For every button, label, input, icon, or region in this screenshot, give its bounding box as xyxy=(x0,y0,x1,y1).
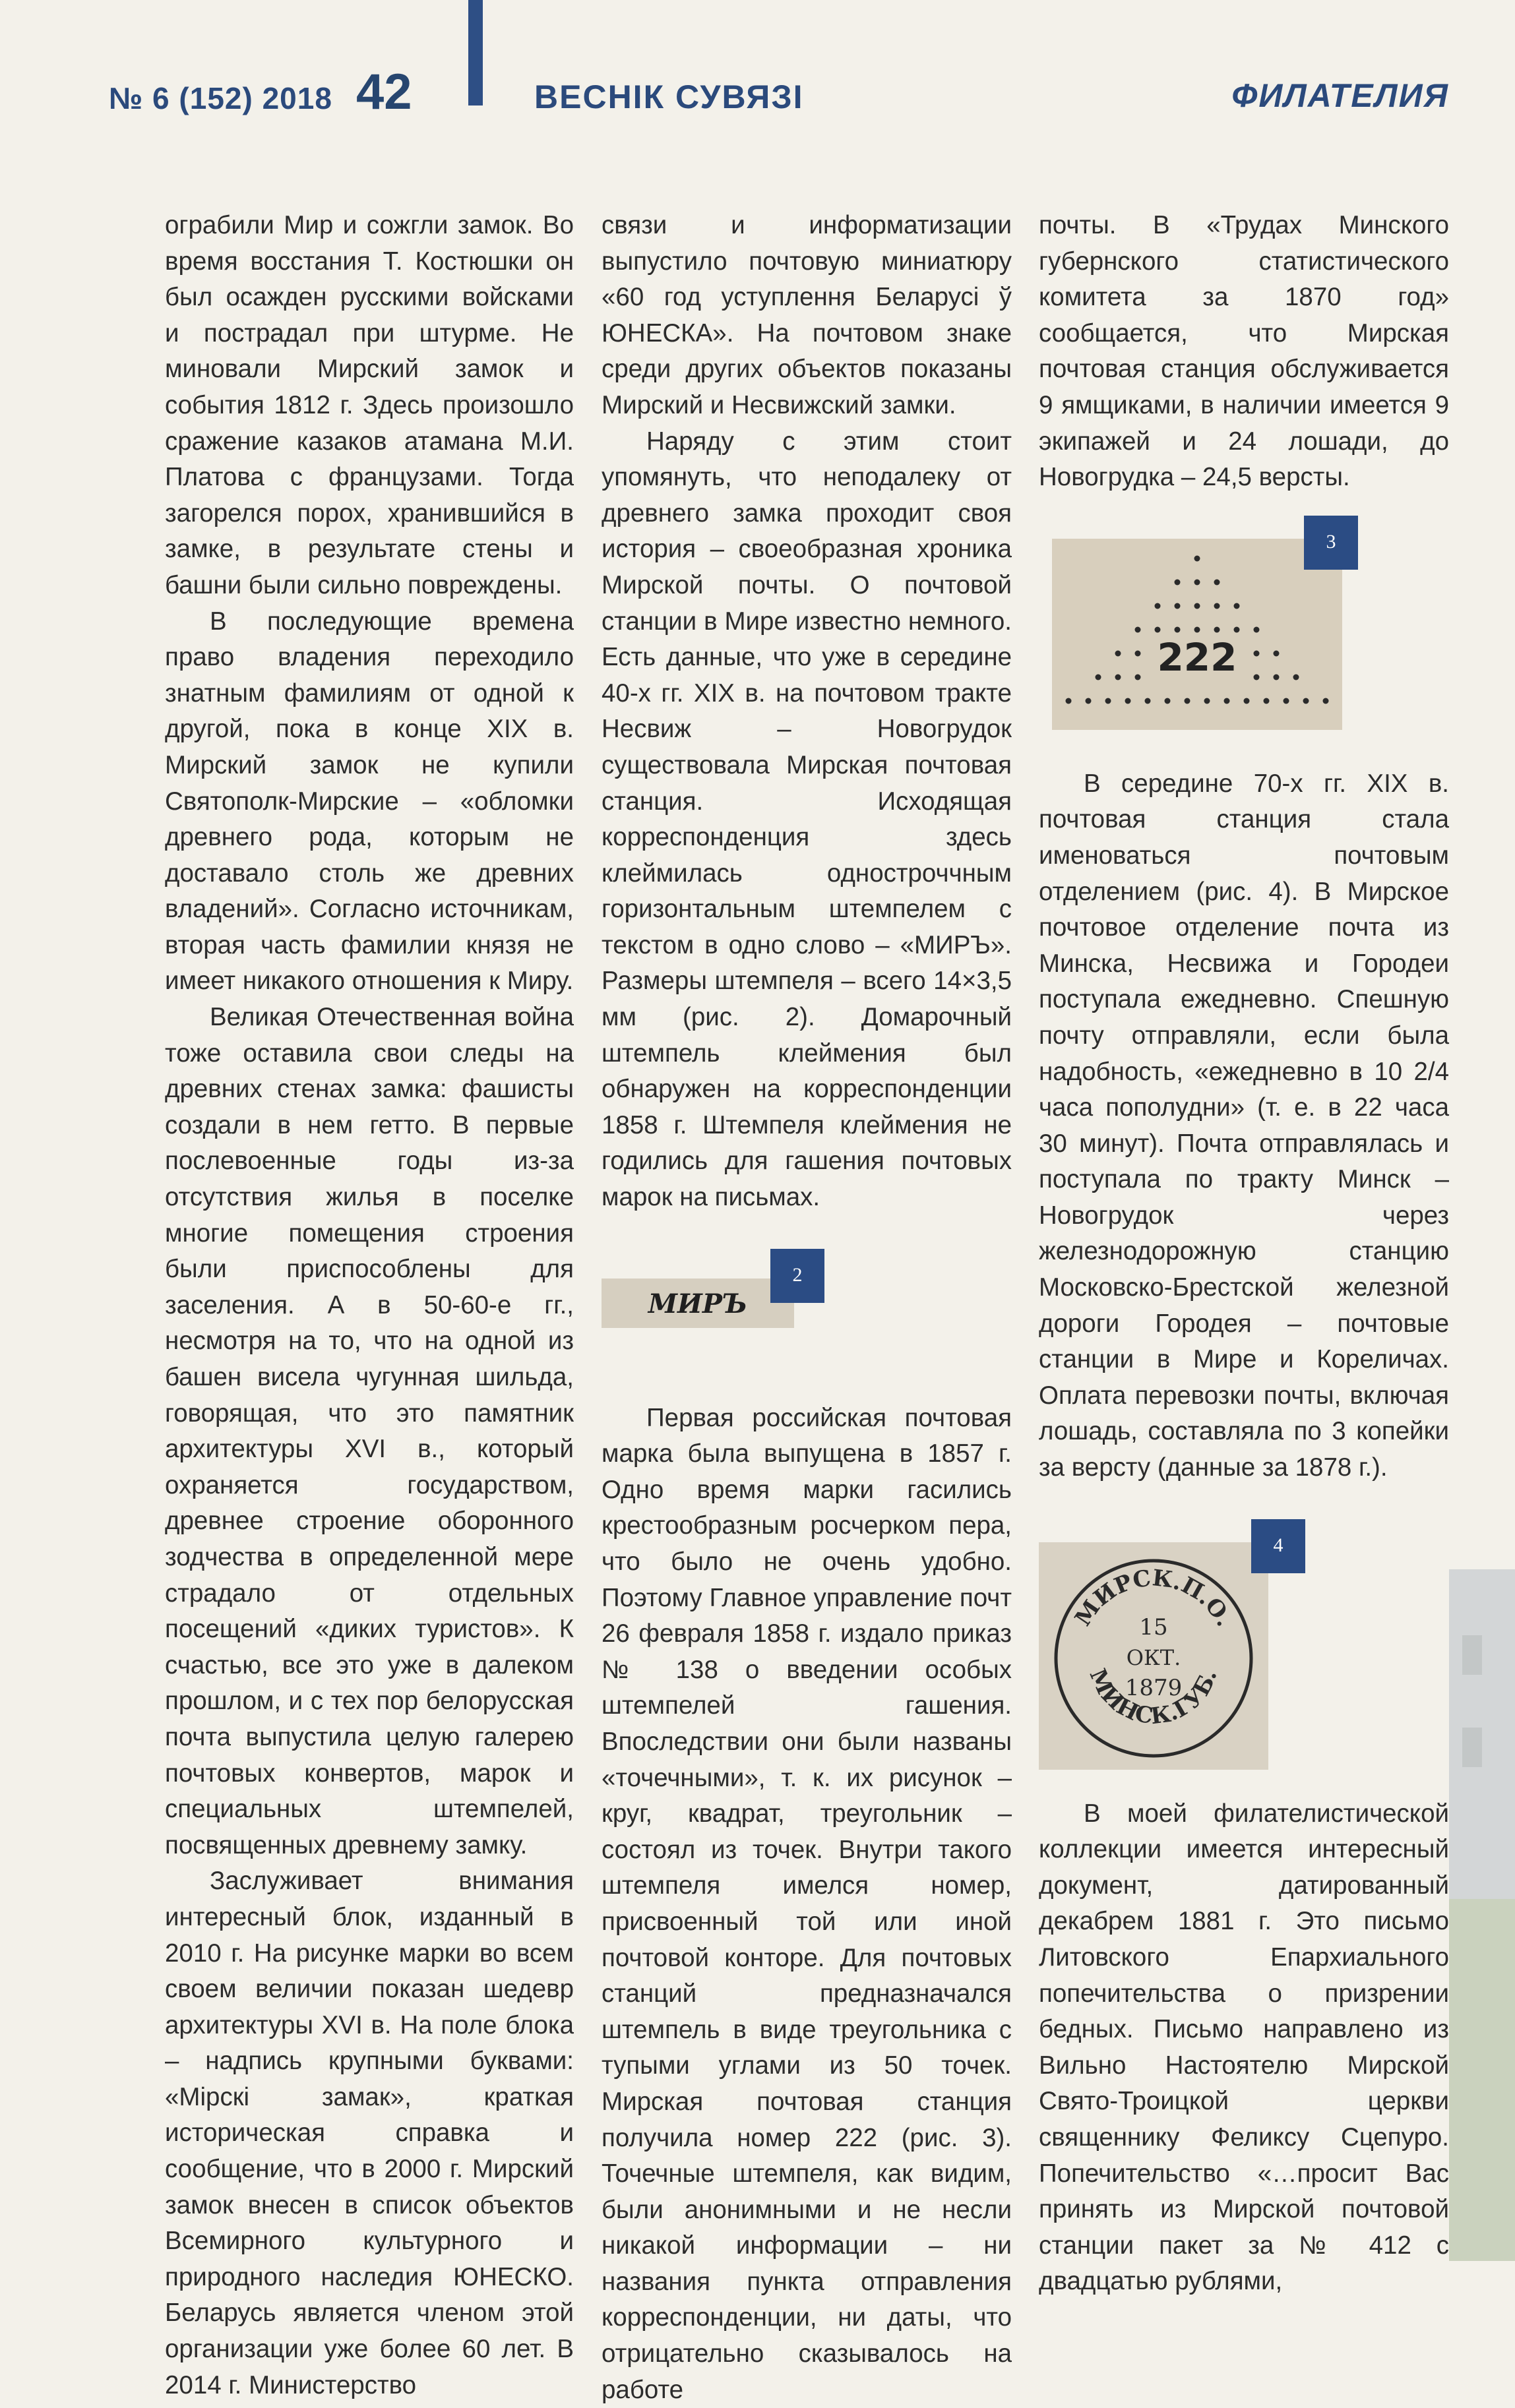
postmark-year: 1879 xyxy=(1125,1674,1183,1701)
stamp-dot xyxy=(1303,698,1309,704)
section-title: ФИЛАТЕЛИЯ xyxy=(1231,77,1449,114)
stamp-dot xyxy=(1194,579,1200,585)
paragraph: связи и информатизации выпустило почтовую миниатюру «60 год уступлення Беларусі ў ЮНЕСКА». На почтовом знаке среди других объектов показаны Мирский и Несвижский замки. xyxy=(602,211,1012,419)
stamp-dot xyxy=(1323,698,1329,704)
paragraph: почты. В «Трудах Минского губернского статистического комитета за 1870 год» сообщается, что Мирская почтовая станция обслуживается 9 ямщиками, в наличии имеется 9 экипажей и 24 лошади, до Новогрудка – 24,5 версты. xyxy=(1039,211,1449,492)
stamp-dot xyxy=(1293,674,1299,680)
column-1 xyxy=(165,208,574,2403)
stamp-mir-image xyxy=(602,1279,794,1328)
postmark-svg xyxy=(1039,1542,1268,1770)
page-number: 42 xyxy=(356,64,412,120)
stamp-dot xyxy=(1096,674,1101,680)
stamp-dot xyxy=(1234,603,1240,609)
stamp-dot xyxy=(1254,674,1260,680)
stamp-dot xyxy=(1115,650,1121,656)
postmark-image xyxy=(1039,1542,1268,1770)
stamp-mir-text: МИРЪ xyxy=(648,1288,748,1319)
stamp-dot xyxy=(1165,698,1171,704)
stamp-number: 222 xyxy=(1157,634,1237,680)
stamp-dot xyxy=(1224,698,1230,704)
stamp-dot xyxy=(1086,698,1092,704)
stamp-dot xyxy=(1185,698,1190,704)
stamp-dot xyxy=(1274,650,1280,656)
stamp-dot xyxy=(1135,650,1141,656)
postmark-top-text: МИРСК.П.О. xyxy=(1070,1564,1238,1631)
figure-2 xyxy=(602,1249,1012,1400)
stamp-dot xyxy=(1274,674,1280,680)
stamp-dot xyxy=(1066,698,1072,704)
paragraph: ограбили Мир и сожгли замок. Во время восстания Т. Костюшки он был осажден русскими войсками и пострадал при штурме. Не миновали Мирский замок и события 1812 г. Здесь произошло сражение казаков атамана М.И. Платова с французами. Тогда загорелся порох, хранившийся в замке, в результате стены и башни были сильно повреждены. xyxy=(165,211,574,599)
column-3 xyxy=(1039,208,1449,2300)
stamp-dot xyxy=(1254,650,1260,656)
column-2 xyxy=(602,208,1012,2408)
paragraph: Великая Отечественная война тоже оставила свои следы на древних стенах замка: фашисты создали в нем гетто. В первые послевоенные годы из-за отсутствия жилья в поселке многие помещения строения были приспособлены для заселения. А в 50-60-е гг., несмотря на то, что на одной из башен висела чугунная шильда, говорящая, что это памятник архитектуры XVI в., который охраняется государством, древнее строение оборонного зодчества в определенной мере страдало от отдельных посещений «диких туристов». К счастью, все это уже в далеком прошлом, и с тех пор белорусская почта выпустила целую галерею почтовых конвертов, марок и специальных штемпелей, посвященных древнему замку. xyxy=(165,1003,574,1859)
stamp-dot xyxy=(1254,626,1260,632)
figure-number-badge: 3 xyxy=(1304,516,1358,570)
magazine-title: ВЕСНІК СУВЯЗІ xyxy=(534,78,804,115)
postmark-day: 15 xyxy=(1139,1613,1168,1640)
stamp-dot xyxy=(1155,626,1161,632)
stamp-dot xyxy=(1234,626,1240,632)
paragraph: Наряду с этим стоит упомянуть, что неподалеку от древнего замка проходит своя история – своеобразная хроника Мирской почты. О почтовой станции в Мире известно немного. Есть данные, что уже в середине 40-х гг. XIX в. на почтовом тракте Несвиж – Новогрудок существовала Мирская почтовая станция. Исходящая корреспонденция здесь клеймилась одностроччным горизонтальным штемпелем с текстом в одно слово – «МИРЪ». Размеры штемпеля – всего 14×3,5 мм (рис. 2). Домарочный штемпель клеймения был обнаружен на корреспонденции 1858 г. Штемпеля клеймения не годились для гашения почтовых марок на письмах. xyxy=(602,427,1012,1212)
stamp-222-image xyxy=(1052,539,1342,730)
stamp-dot xyxy=(1194,603,1200,609)
stamp-dot xyxy=(1214,626,1220,632)
figure-number-badge: 2 xyxy=(770,1249,824,1303)
postmark-bottom-text: МИНСК.ГУБ. xyxy=(1084,1664,1223,1730)
paragraph: Первая российская почтовая марка была выпущена в 1857 г. Одно время марки гасились крестообразным росчерком пера, что было не очень удобно. Поэтому Главное управление почт 26 февраля 1858 г. издало приказ № 138 о введении особых штемпелей гашения. Впоследствии они были названы «точечными», т. к. их рисунок – круг, квадрат, треугольник – состоял из точек. Внутри такого штемпеля имелся номер, присвоенный той или иной почтовой конторе. Для почтовых станций предназначался штемпель в виде треугольника с тупыми углами из 50 точек. Мирская почтовая станция получила номер 222 (рис. 3). Точечные штемпеля, как видим, были анонимными и не несли никакой информации – ни названия пункта отправления корреспонденции, ни даты, что отрицательно сказывалось на работе xyxy=(602,1403,1012,2404)
stamp-dot xyxy=(1244,698,1250,704)
paragraph: В последующие времена право владения переходило знатным фамилиям от одной к другой, пока в конце XIX в. Мирский замок не купили Святополк-Мирские – «обломки древнего рода, которым не доставало столь же древних владений». Согласно источникам, вторая часть фамилии князя не имеет никакого отношения к Миру. xyxy=(165,607,574,996)
stamp-dot xyxy=(1283,698,1289,704)
paragraph: В середине 70-х гг. XIX в. почтовая станция стала именоваться почтовым отделением (рис. 4). В Мирское почтовое отделение почта из Минска, Несвижа и Городеи поступала ежедневно. Спешную почту отправляли, если была надобность, «ежедневно в 10 2/4 часа пополудни» (т. е. в 22 часа 30 минут). Почта отправлялась и поступала по тракту Минск – Новогрудок через железнодорожную станцию Московско-Брестской железной дороги Городея – почтовые станции в Мире и Кореличах. Оплата перевозки почты, включая лошадь, составляла по 3 копейки за версту (данные за 1878 г.). xyxy=(1039,769,1449,1482)
stamp-dot xyxy=(1214,603,1220,609)
stamp-dot xyxy=(1214,579,1220,585)
stamp-dot xyxy=(1135,674,1141,680)
stamp-dot xyxy=(1194,555,1200,561)
stamp-dot xyxy=(1105,698,1111,704)
stamp-dot xyxy=(1194,626,1200,632)
decorative-castle-photo xyxy=(1449,1451,1515,2261)
stamp-dot xyxy=(1175,603,1181,609)
figure-number-badge: 4 xyxy=(1251,1519,1305,1573)
stamp-dot xyxy=(1125,698,1131,704)
stamp-dot xyxy=(1155,603,1161,609)
stamp-dot xyxy=(1145,698,1151,704)
stamp-dot xyxy=(1175,579,1181,585)
figure-4 xyxy=(1039,1519,1449,1796)
stamp-dot xyxy=(1204,698,1210,704)
header-divider-bar xyxy=(468,0,483,105)
issue-number: № 6 (152) 2018 xyxy=(109,81,332,115)
stamp-dot xyxy=(1115,674,1121,680)
dotted-triangle-stamp xyxy=(1052,539,1342,730)
paragraph: В моей филателистической коллекции имеется интересный документ, датированный декабрем 1881 г. Это письмо Литовского Епархиального попечительства о призрении бедных. Письмо направлено из Вильно Настоятелю Мирской Свято-Троицкой церкви священнику Феликсу Сцепуро. Попечительство «…просит Вас принять из Мирской почтовой станции пакет за № 412 с двадцатью рублями, xyxy=(1039,1799,1449,2296)
postmark-month: ОКТ. xyxy=(1126,1644,1181,1670)
stamp-dot xyxy=(1135,626,1141,632)
figure-3 xyxy=(1039,516,1449,766)
stamp-mir-svg xyxy=(602,1279,794,1328)
stamp-dot xyxy=(1175,626,1181,632)
stamp-dot xyxy=(1264,698,1270,704)
paragraph: Заслуживает внимания интересный блок, изданный в 2010 г. На рисунке марки во всем своем величии показан шедевр архитектуры XVI в. На поле блока – надпись крупными буквами: «Мірскі замак», краткая историческая справка и сообщение, что в 2000 г. Мирский замок внесен в список объектов Всемирного культурного и природного наследия ЮНЕСКО. Беларусь является членом этой организации уже более 60 лет. В 2014 г. Министерство xyxy=(165,1867,574,2399)
